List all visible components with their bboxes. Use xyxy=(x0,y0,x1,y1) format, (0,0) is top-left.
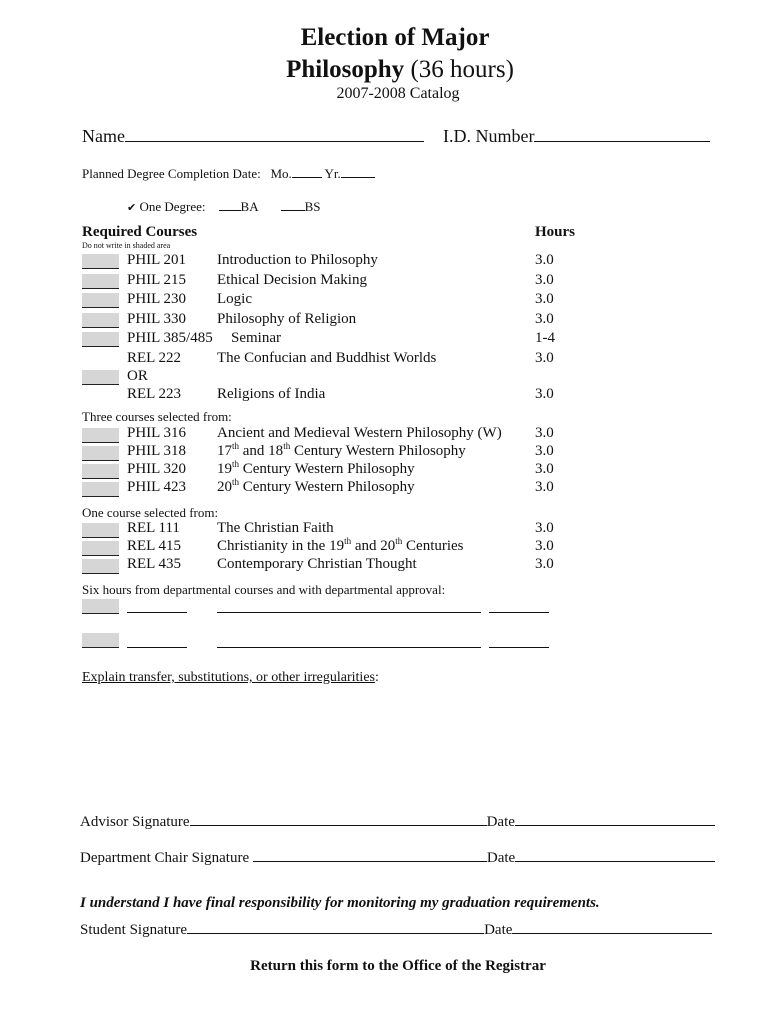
explain-row: Explain transfer, substitutions, or other irregularities: xyxy=(82,670,379,685)
month-input-line[interactable] xyxy=(292,177,322,178)
elective-hours-line[interactable] xyxy=(489,612,549,613)
course-name: Seminar xyxy=(231,330,281,346)
course-hours: 3.0 xyxy=(535,461,554,477)
course-code: REL 435 xyxy=(127,556,182,572)
required-courses-heading: Required Courses xyxy=(82,224,198,240)
course-code: PHIL 320 xyxy=(127,461,187,477)
shaded-box xyxy=(82,332,119,347)
advisor-signature-line[interactable] xyxy=(190,825,487,826)
advisor-date-line[interactable] xyxy=(515,825,715,826)
or-label: OR xyxy=(127,368,148,384)
id-label: I.D. Number xyxy=(443,126,535,146)
shaded-box xyxy=(82,428,119,443)
chair-signature-row xyxy=(80,850,715,867)
elective-hours-line[interactable] xyxy=(489,647,549,648)
advisor-signature-row xyxy=(80,814,715,831)
course-code: PHIL 316 xyxy=(127,425,187,441)
year-input-line[interactable] xyxy=(341,177,375,178)
shaded-box xyxy=(82,464,119,479)
student-signature-line[interactable] xyxy=(187,933,484,934)
course-name: Ethical Decision Making xyxy=(217,272,367,288)
name-input-line[interactable] xyxy=(125,141,424,142)
course-code: REL 223 xyxy=(127,386,182,402)
course-code: PHIL 423 xyxy=(127,479,187,495)
date-label: Date xyxy=(484,922,513,938)
course-code: REL 111 xyxy=(127,520,180,536)
shaded-box xyxy=(82,254,119,269)
course-hours: 3.0 xyxy=(535,350,554,366)
return-instruction: Return this form to the Office of the Registrar xyxy=(250,958,546,974)
course-name: Religions of India xyxy=(217,386,326,402)
course-code: PHIL 215 xyxy=(127,272,187,288)
date-label: Date xyxy=(486,814,515,830)
course-code: REL 222 xyxy=(127,350,182,366)
course-name: Introduction to Philosophy xyxy=(217,252,378,268)
elective-name-line[interactable] xyxy=(217,612,481,613)
ba-input-line[interactable] xyxy=(219,210,241,211)
shaded-box xyxy=(82,370,119,385)
shaded-box xyxy=(82,523,119,538)
major-hours: (36 hours) xyxy=(410,56,514,83)
course-code: PHIL 318 xyxy=(127,443,187,459)
course-name: 19th Century Western Philosophy xyxy=(217,459,415,477)
bs-label: BS xyxy=(304,199,321,214)
elective-label: Six hours from departmental courses and with departmental approval: xyxy=(82,582,446,597)
course-hours: 3.0 xyxy=(535,311,554,327)
elective-code-line[interactable] xyxy=(127,612,187,613)
shaded-box xyxy=(82,541,119,556)
elective-code-line[interactable] xyxy=(127,647,187,648)
course-hours: 3.0 xyxy=(535,520,554,536)
course-name: 17th and 18th Century Western Philosophy xyxy=(217,441,466,459)
name-label: Name xyxy=(82,126,125,146)
course-hours: 3.0 xyxy=(535,556,554,572)
chair-signature-label: Department Chair Signature xyxy=(80,850,250,866)
page-subtitle xyxy=(0,56,770,84)
shaded-box xyxy=(82,274,119,289)
id-field-row xyxy=(443,126,710,147)
course-hours: 3.0 xyxy=(535,252,554,268)
advisor-signature-label: Advisor Signature xyxy=(80,814,190,830)
shaded-box xyxy=(82,313,119,328)
course-name: Logic xyxy=(217,291,252,307)
course-hours: 3.0 xyxy=(535,443,554,459)
shaded-box xyxy=(82,446,119,461)
date-label: Date xyxy=(486,850,516,866)
course-name: Ancient and Medieval Western Philosophy (W) xyxy=(217,425,502,441)
catalog-year: 2007-2008 Catalog xyxy=(336,85,460,102)
course-code: PHIL 230 xyxy=(127,291,187,307)
year-label: Yr. xyxy=(324,166,341,181)
course-code: PHIL 201 xyxy=(127,252,187,268)
elective-name-line[interactable] xyxy=(217,647,481,648)
course-name: The Confucian and Buddhist Worlds xyxy=(217,350,437,366)
shaded-box xyxy=(82,599,119,614)
checkmark-icon: ✔ xyxy=(127,202,137,214)
completion-date-label: Planned Degree Completion Date: xyxy=(82,166,261,181)
shaded-box xyxy=(82,482,119,497)
course-code: PHIL 330 xyxy=(127,311,187,327)
student-signature-row xyxy=(80,922,712,939)
course-code: PHIL 385/485 xyxy=(127,330,213,346)
three-courses-label: Three courses selected from: xyxy=(82,409,232,424)
course-name: Christianity in the 19th and 20th Centuries xyxy=(217,536,464,554)
page-title: Election of Major xyxy=(300,24,490,51)
chair-signature-line[interactable] xyxy=(253,861,487,862)
course-name: The Christian Faith xyxy=(217,520,334,536)
shaded-box xyxy=(82,293,119,308)
course-name: Contemporary Christian Thought xyxy=(217,556,417,572)
course-code: REL 415 xyxy=(127,538,182,554)
bs-input-line[interactable] xyxy=(281,210,305,211)
course-name: Philosophy of Religion xyxy=(217,311,357,327)
id-input-line[interactable] xyxy=(534,141,710,142)
student-signature-label: Student Signature xyxy=(80,922,188,938)
course-hours: 3.0 xyxy=(535,425,554,441)
course-hours: 3.0 xyxy=(535,538,554,554)
degree-row xyxy=(127,199,321,215)
one-course-label: One course selected from: xyxy=(82,505,219,520)
explain-label: Explain transfer, substitutions, or other irregularities xyxy=(82,670,375,685)
responsibility-statement: I understand I have final responsibility for monitoring my graduation requirements. xyxy=(80,895,600,911)
course-hours: 3.0 xyxy=(535,272,554,288)
hours-heading: Hours xyxy=(535,224,576,240)
course-hours: 1-4 xyxy=(535,330,555,346)
major-name: Philosophy xyxy=(286,56,405,83)
name-field-row xyxy=(82,126,424,147)
student-date-line[interactable] xyxy=(512,933,712,934)
course-name: 20th Century Western Philosophy xyxy=(217,477,415,495)
ba-label: BA xyxy=(240,199,258,214)
course-hours: 3.0 xyxy=(535,479,554,495)
completion-date-row xyxy=(82,166,375,182)
course-hours: 3.0 xyxy=(535,291,554,307)
shaded-box xyxy=(82,633,119,648)
shaded-box xyxy=(82,559,119,574)
course-hours: 3.0 xyxy=(535,386,554,402)
shaded-area-note: Do not write in shaded area xyxy=(82,241,171,250)
chair-date-line[interactable] xyxy=(515,861,715,862)
month-label: Mo. xyxy=(270,166,292,181)
degree-label: One Degree: xyxy=(139,199,206,214)
